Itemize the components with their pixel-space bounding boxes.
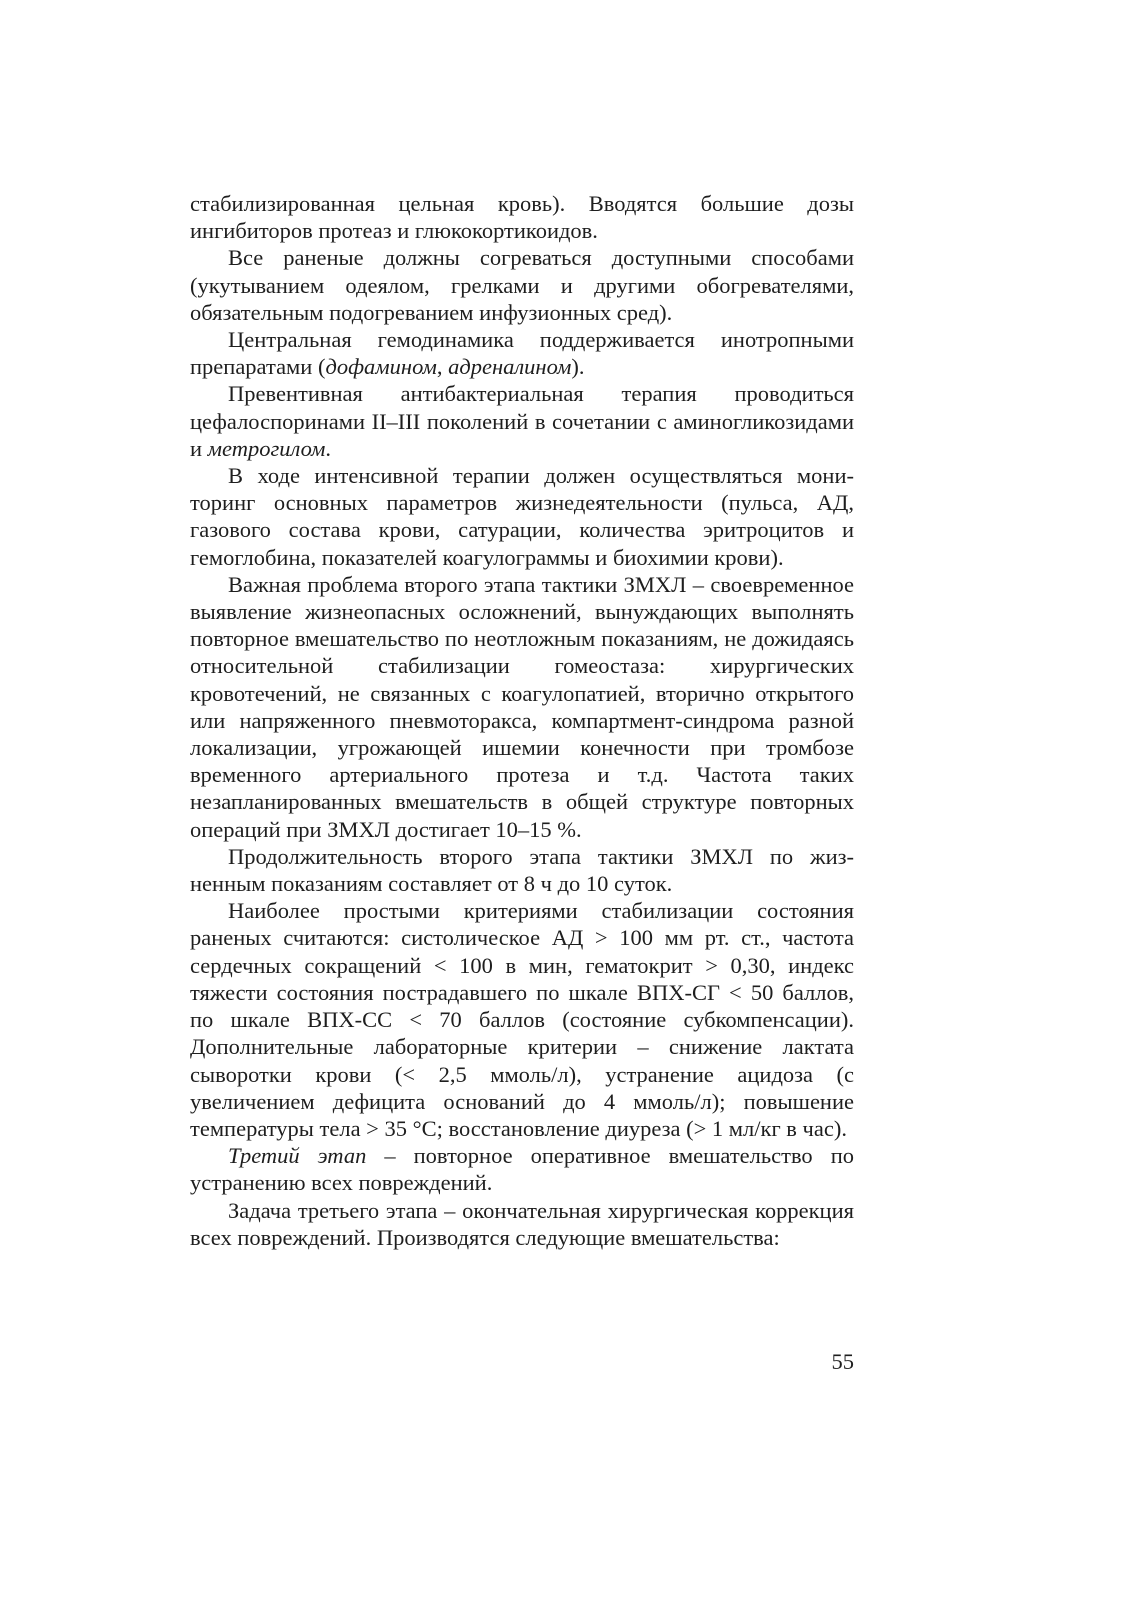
paragraph: В ходе интенсивной терапии должен осуществляться мониторинг основных параметров жизнедеятельности (пульса, АД, газового состава крови, сатурации, количества эритроцитов и гемоглобина, показателей коагулограммы и биохимии крови). [190, 463, 854, 570]
drug-name: метрогилом [207, 435, 326, 461]
paragraph: Все раненые должны согреваться доступными способами (укутыванием одеялом, грелками и другими обогревателями, обязательным подогреванием инфузионных сред). [190, 245, 854, 325]
paragraph: Продолжительность второго этапа тактики ЗМХЛ по жизненным показаниям составляет от 8 ч до 10 суток. [190, 843, 854, 897]
paragraph: Важная проблема второго этапа тактики ЗМХЛ – своевременное выявление жизнеопасных осложнений, вынуждающих выполнять повторное вмешательство по неотложным показаниям, не дожидаясь относительной стабилизации гомеостаза: хирургических кровотечений, не связанных с коагулопатией, вторично открытого или напряженного пневмоторакса, компартмент-синдрома разной локализации, угрожающей ишемии конечности при тромбозе временного артериального протеза и т.д. Частота таких незапланированных вмешательств в общей структуре повторных операций при ЗМХЛ достигает 10–15 %. [190, 571, 854, 842]
drug-name: адреналином [448, 354, 572, 380]
paragraph: Задача третьего этапа – окончательная хирургическая коррекция всех повреждений. Производятся следующие вмешательства: [190, 1197, 854, 1250]
stage-term: Третий этап [228, 1143, 367, 1169]
drug-name: дофамином [325, 354, 437, 380]
paragraph: Центральная гемодинамика поддерживается инотропными препаратами (дофамином, адреналином). [190, 327, 854, 380]
paragraph: Превентивная антибактериальная терапия проводиться цефалоспоринами II–III поколений в сочетании с аминогликозидами и метрогилом. [190, 381, 854, 461]
page-number: 55 [831, 1349, 854, 1374]
body-text [190, 190, 854, 1251]
paragraph: Наиболее простыми критериями стабилизации состояния раненых считаются: систолическое АД > 100 мм рт. ст., частота сердечных сокращений < 100 в мин, гематокрит > 0,30, индекс тяжести состояния пострадавшего по шкале ВПХ-СГ < 50 баллов, по шкале ВПХ-СС < 70 баллов (состояние субкомпенсации). Дополнительные лабораторные критерии – снижение лактата сыворотки крови (< 2,5 ммоль/л), устранение ацидоза (с увеличением дефицита оснований до 4 ммоль/л); повышение температуры тела > 35 °С; восстановление диуреза (> 1 мл/кг в час). [190, 898, 854, 1141]
paragraph: Третий этап – повторное оперативное вмешательство по устранению всех повреждений. [190, 1143, 854, 1196]
paragraph: стабилизированная цельная кровь). Вводятся большие дозы ингибиторов протеаз и глюкокортикоидов. [190, 191, 854, 244]
